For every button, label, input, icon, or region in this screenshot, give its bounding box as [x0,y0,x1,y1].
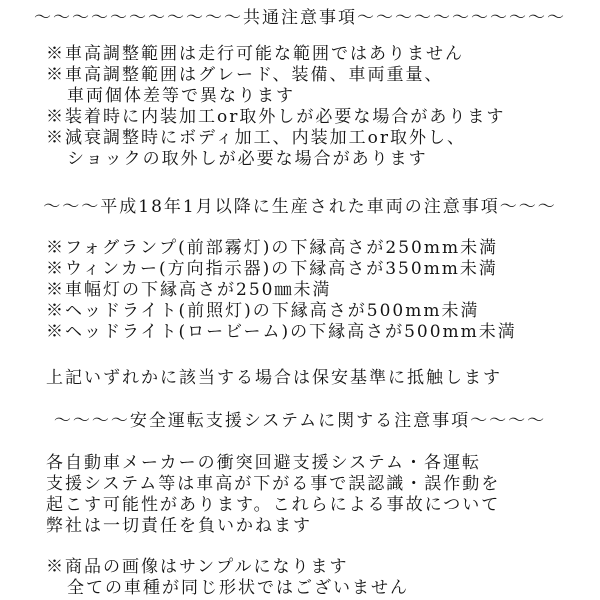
section-header-common-notes: ～～～～～～～～～～～共通注意事項～～～～～～～～～～～ [34,8,566,28]
section-common-notes [0,44,600,170]
notice-line: ※フォグランプ(前部霧灯)の下縁高さが250mm未満 [46,238,499,258]
notice-line: ※車高調整範囲はグレード、装備、車両重量、 [46,65,444,85]
notice-line: 各自動車メーカーの衝突回避支援システム・各運転 [46,453,481,473]
notice-line: ※ヘッドライト(前照灯)の下縁高さが500mm未満 [46,301,480,321]
notice-line: ※車高調整範囲は走行可能な範囲ではありません [46,44,464,64]
section-product-image-note [0,557,600,599]
section-driving-assist [0,453,600,537]
notice-line-continuation: ショックの取外しが必要な場合があります [67,149,428,169]
notice-line: ※ウィンカー(方向指示器)の下縁高さが350mm未満 [46,259,498,279]
notice-line: ※装着時に内装加工or取外しが必要な場合があります [46,107,506,127]
section-header-driving-assist: ～～～～安全運転支援システムに関する注意事項～～～～ [53,411,547,431]
section-h18-vehicles [0,238,600,389]
notice-line: ※ヘッドライト(ロービーム)の下縁高さが500mm未満 [46,322,517,342]
notice-line: ※商品の画像はサンプルになります [46,557,349,577]
safety-standard-note: 上記いずれかに該当する場合は保安基準に抵触します [46,368,502,388]
notice-line: ※減衰調整時にボディ加工、内装加工or取外し、 [46,128,467,148]
notice-line: 支援システム等は車高が下がる事で誤認識・誤作動を [46,474,501,494]
section-header-h18-vehicles: ～～～平成18年1月以降に生産された車両の注意事項～～～ [43,197,557,217]
notice-line: ※車幅灯の下縁高さが250㎜未満 [46,280,332,300]
notice-line: 弊社は一切責任を負いかねます [46,516,312,536]
notice-line: 起こす可能性があります。これらによる事故について [46,495,501,515]
notice-line-continuation: 車両個体差等で異なります [67,86,295,106]
notice-line-continuation: 全ての車種が同じ形状ではございません [67,578,409,598]
